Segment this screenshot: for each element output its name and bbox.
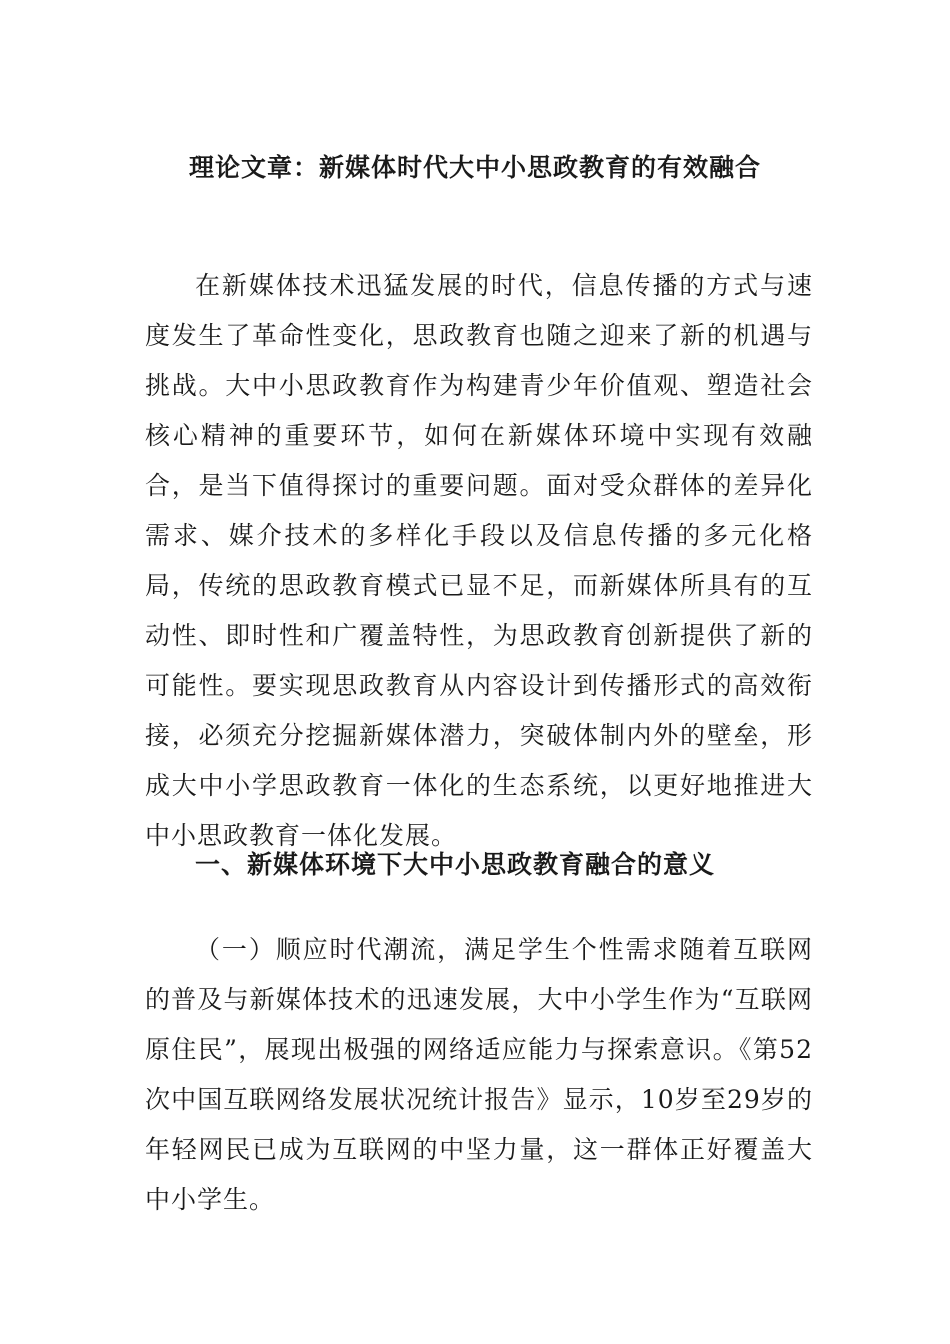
document-title: 理论文章：新媒体时代大中小思政教育的有效融合 bbox=[188, 152, 761, 182]
intro-paragraph: 在新媒体技术迅猛发展的时代，信息传播的方式与速度发生了革命性变化，思政教育也随之迎来了新的机遇与挑战。大中小思政教育作为构建青少年价值观、塑造社会核心精神的重要环节，如何在新媒体环境中实现有效融合，是当下值得探讨的重要问题。面对受众群体的差异化需求、媒介技术的多样化手段以及信息传播的多元化格局，传统的思政教育模式已显不足，而新媒体所具有的互动性、即时性和广覆盖特性，为思政教育创新提供了新的可能性。要实现思政教育从内容设计到传播形式的高效衔接，必须充分挖掘新媒体潜力，突破体制内外的壁垒，形成大中小学思政教育一体化的生态系统，以更好地推进大中小思政教育一体化发展。 bbox=[145, 271, 813, 850]
section-paragraph: （一）顺应时代潮流，满足学生个性需求随着互联网的普及与新媒体技术的迅速发展，大中小学生作为“互联网原住民”，展现出极强的网络适应能力与探索意识。《第52次中国互联网络发展状况统计报告》显示，10岁至29岁的年轻网民已成为互联网的中坚力量，这一群体正好覆盖大中小学生。 bbox=[145, 935, 813, 1214]
section-heading: 一、新媒体环境下大中小思政教育融合的意义 bbox=[195, 850, 716, 879]
